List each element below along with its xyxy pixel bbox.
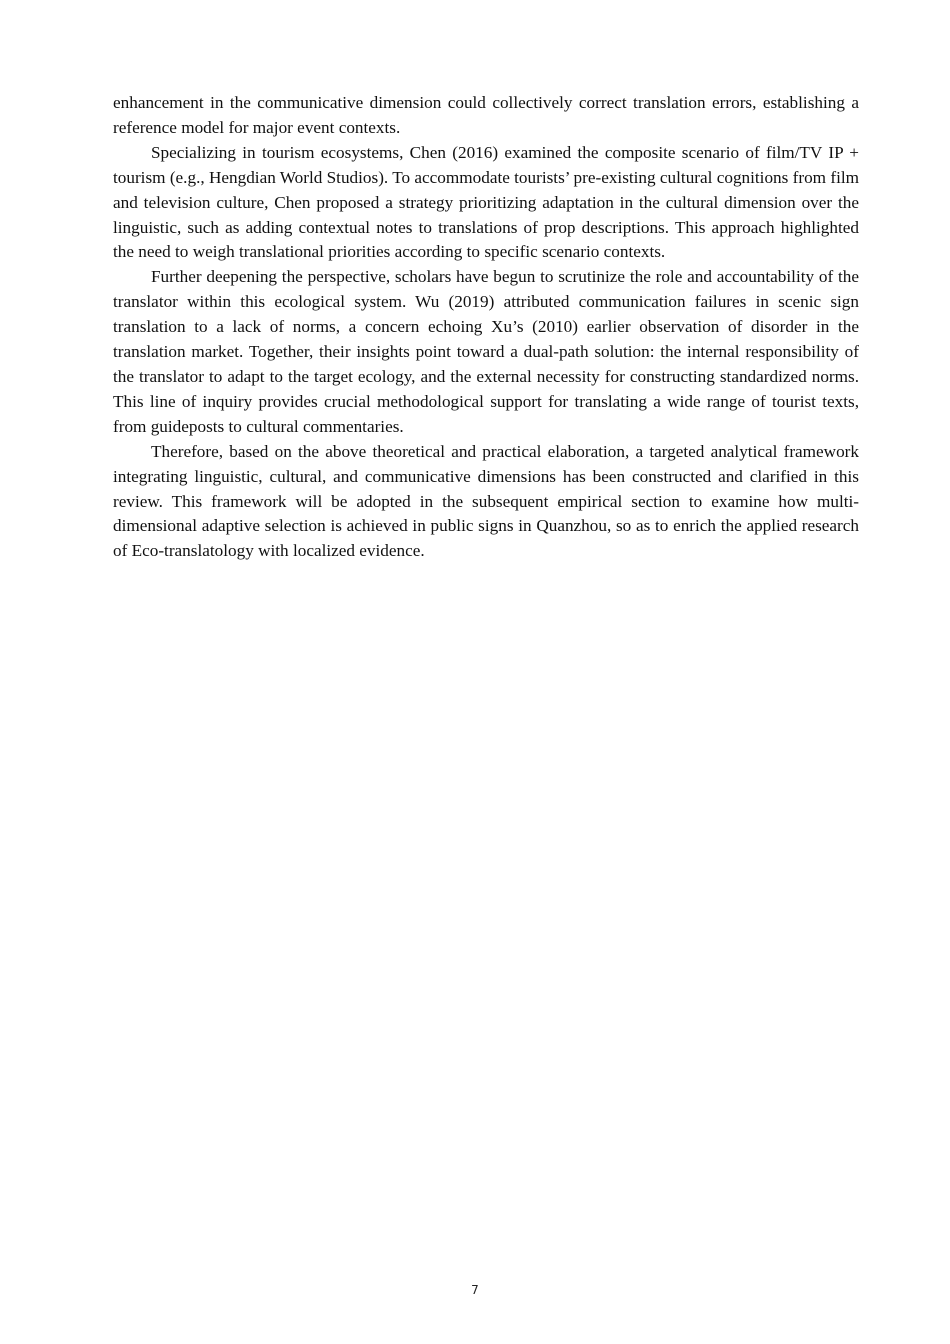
paragraph-chen-2016: Specializing in tourism ecosystems, Chen (2016) examined the composite scenario of film/TV IP + tourism (e.g., Hengdian World Studios). To accommodate tourists’ pre-existing cultural cognitions from film and television culture, Chen proposed a strategy prioritizing adaptation in the cultural dimension over the linguistic, such as adding contextual notes to translations of prop descriptions. This approach highlighted the need to weigh translational priorities according to specific scenario contexts. (113, 142, 859, 262)
body-text (113, 91, 859, 564)
paragraph-framework-conclusion: Therefore, based on the above theoretical and practical elaboration, a targeted analytical framework integrating linguistic, cultural, and communicative dimensions has been constructed and clarified in this review. This framework will be adopted in the subsequent empirical section to examine how multi-dimensional adaptive selection is achieved in public signs in Quanzhou, so as to enrich the applied research of Eco-translatology with localized evidence. (113, 441, 859, 561)
paragraph-continued: enhancement in the communicative dimension could collectively correct translation errors, establishing a reference model for major event contexts. (113, 93, 859, 137)
page-number: 7 (471, 1283, 479, 1297)
paragraph-translator-accountability: Further deepening the perspective, scholars have begun to scrutinize the role and accountability of the translator within this ecological system. Wu (2019) attributed communication failures in scenic sign translation to a lack of norms, a concern echoing Xu’s (2010) earlier observation of disorder in the translation market. Together, their insights point toward a dual-path solution: the internal responsibility of the translator to adapt to the target ecology, and the external necessity for constructing standardized norms. This line of inquiry provides crucial methodological support for translating a wide range of tourist texts, from guideposts to cultural commentaries. (113, 267, 859, 436)
